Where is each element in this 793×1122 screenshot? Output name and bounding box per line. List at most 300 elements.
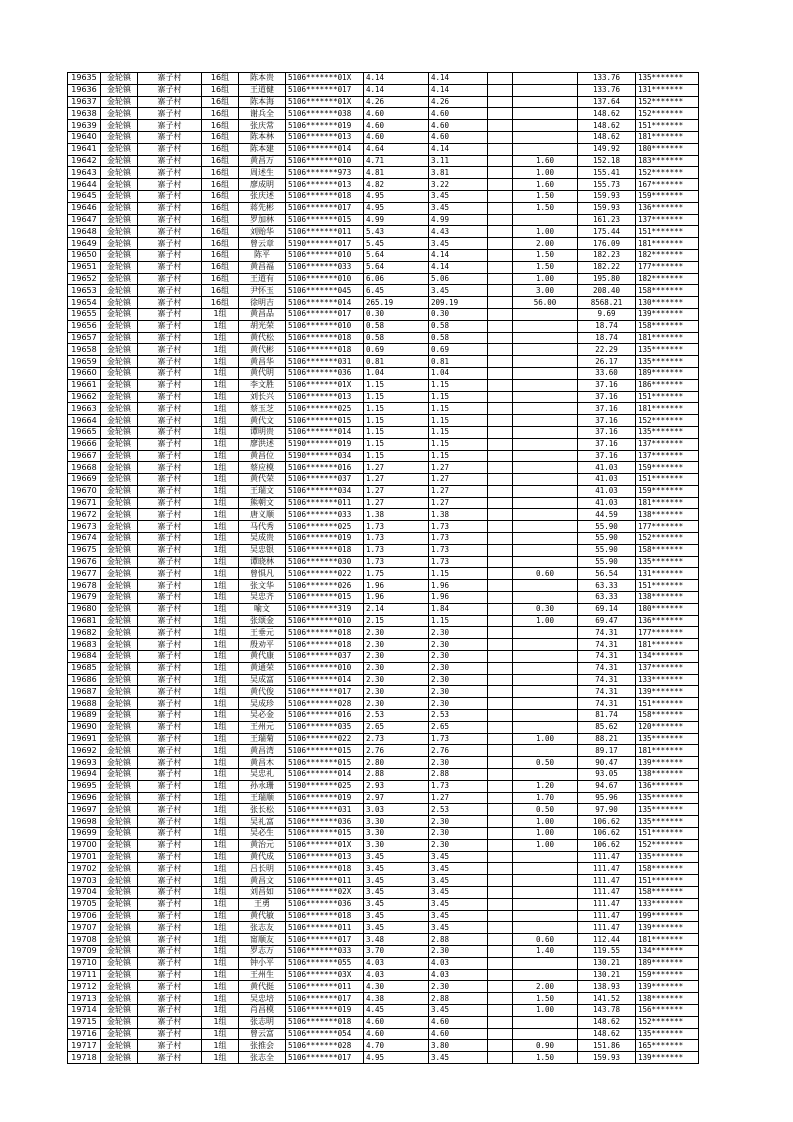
cell-name: 陈平: [239, 249, 286, 261]
cell-group: 1组: [202, 533, 239, 545]
cell-town: 金轮镇: [101, 391, 138, 403]
cell-row-number: 19701: [68, 851, 101, 863]
table-row: [68, 474, 699, 486]
cell-area-b: [488, 131, 513, 143]
cell-area-total: 6.45: [364, 285, 429, 297]
cell-village: 寨子村: [138, 249, 202, 261]
cell-village: 寨子村: [138, 96, 202, 108]
cell-area-a: 3.45: [429, 1052, 488, 1064]
cell-town: 金轮镇: [101, 190, 138, 202]
table-row: [68, 745, 699, 757]
table-row: [68, 875, 699, 887]
cell-phone: 139*******: [636, 757, 699, 769]
cell-id-number: 5106*******019: [286, 533, 364, 545]
cell-area-c: 0.90: [513, 1040, 578, 1052]
cell-area-a: 2.88: [429, 934, 488, 946]
cell-name: 陈本贵: [239, 73, 286, 85]
cell-village: 寨子村: [138, 509, 202, 521]
cell-amount: 74.31: [578, 662, 636, 674]
cell-area-c: [513, 438, 578, 450]
cell-area-b: [488, 367, 513, 379]
cell-village: 寨子村: [138, 721, 202, 733]
cell-group: 1组: [202, 757, 239, 769]
cell-town: 金轮镇: [101, 1052, 138, 1064]
cell-amount: 9.69: [578, 308, 636, 320]
cell-amount: 176.09: [578, 238, 636, 250]
cell-area-b: [488, 945, 513, 957]
cell-group: 1组: [202, 686, 239, 698]
cell-village: 寨子村: [138, 981, 202, 993]
cell-group: 1组: [202, 556, 239, 568]
cell-area-c: 1.60: [513, 155, 578, 167]
cell-row-number: 19681: [68, 615, 101, 627]
cell-amount: 141.52: [578, 993, 636, 1005]
cell-town: 金轮镇: [101, 238, 138, 250]
cell-phone: 152*******: [636, 108, 699, 120]
cell-area-c: [513, 485, 578, 497]
cell-village: 寨子村: [138, 332, 202, 344]
cell-group: 16组: [202, 297, 239, 309]
cell-amount: 182.23: [578, 249, 636, 261]
cell-phone: 131*******: [636, 568, 699, 580]
cell-amount: 159.93: [578, 190, 636, 202]
cell-area-c: 1.20: [513, 780, 578, 792]
cell-id-number: 5106*******010: [286, 320, 364, 332]
cell-area-a: 3.45: [429, 875, 488, 887]
cell-amount: 159.93: [578, 202, 636, 214]
cell-area-total: 3.30: [364, 816, 429, 828]
cell-id-number: 5106*******033: [286, 261, 364, 273]
cell-name: 罗加林: [239, 214, 286, 226]
cell-area-b: [488, 1028, 513, 1040]
cell-area-c: [513, 308, 578, 320]
cell-town: 金轮镇: [101, 851, 138, 863]
cell-village: 寨子村: [138, 568, 202, 580]
cell-amount: 94.67: [578, 780, 636, 792]
cell-town: 金轮镇: [101, 96, 138, 108]
cell-area-b: [488, 1004, 513, 1016]
cell-amount: 111.47: [578, 886, 636, 898]
ledger-body: [68, 73, 699, 1064]
cell-area-a: 3.45: [429, 851, 488, 863]
cell-town: 金轮镇: [101, 297, 138, 309]
table-row: [68, 261, 699, 273]
cell-amount: 130.21: [578, 969, 636, 981]
cell-village: 寨子村: [138, 615, 202, 627]
cell-area-a: 3.45: [429, 922, 488, 934]
cell-id-number: 5106*******010: [286, 249, 364, 261]
cell-amount: 55.90: [578, 544, 636, 556]
table-row: [68, 426, 699, 438]
cell-name: 黄通荣: [239, 662, 286, 674]
cell-area-c: 1.00: [513, 816, 578, 828]
cell-area-b: [488, 698, 513, 710]
cell-row-number: 19665: [68, 426, 101, 438]
cell-town: 金轮镇: [101, 249, 138, 261]
cell-amount: 137.64: [578, 96, 636, 108]
table-row: [68, 167, 699, 179]
cell-name: 吴成富: [239, 674, 286, 686]
cell-area-total: 0.58: [364, 320, 429, 332]
cell-area-c: [513, 450, 578, 462]
cell-phone: 136*******: [636, 780, 699, 792]
cell-group: 16组: [202, 131, 239, 143]
cell-village: 寨子村: [138, 816, 202, 828]
cell-area-a: 2.30: [429, 651, 488, 663]
cell-phone: 180*******: [636, 603, 699, 615]
cell-phone: 181*******: [636, 332, 699, 344]
cell-area-total: 3.45: [364, 875, 429, 887]
cell-area-total: 2.80: [364, 757, 429, 769]
cell-area-c: [513, 108, 578, 120]
cell-group: 1组: [202, 497, 239, 509]
cell-area-c: 1.50: [513, 190, 578, 202]
cell-area-b: [488, 438, 513, 450]
cell-group: 16组: [202, 155, 239, 167]
cell-phone: 186*******: [636, 379, 699, 391]
cell-area-c: [513, 73, 578, 85]
cell-name: 王州生: [239, 969, 286, 981]
cell-village: 寨子村: [138, 934, 202, 946]
ledger-table: [67, 72, 699, 1064]
cell-village: 寨子村: [138, 686, 202, 698]
cell-area-a: 4.60: [429, 1028, 488, 1040]
cell-town: 金轮镇: [101, 804, 138, 816]
cell-id-number: 5106*******319: [286, 603, 364, 615]
cell-phone: 152*******: [636, 96, 699, 108]
cell-town: 金轮镇: [101, 202, 138, 214]
cell-area-total: 4.99: [364, 214, 429, 226]
cell-area-total: 4.71: [364, 155, 429, 167]
cell-amount: 133.76: [578, 84, 636, 96]
cell-row-number: 19658: [68, 344, 101, 356]
table-row: [68, 792, 699, 804]
table-row: [68, 816, 699, 828]
cell-id-number: 5106*******01X: [286, 96, 364, 108]
cell-area-total: 3.45: [364, 886, 429, 898]
table-row: [68, 757, 699, 769]
cell-group: 1组: [202, 922, 239, 934]
cell-area-a: 0.58: [429, 320, 488, 332]
cell-name: 刘长兴: [239, 391, 286, 403]
cell-id-number: 5106*******010: [286, 662, 364, 674]
cell-row-number: 19639: [68, 120, 101, 132]
cell-id-number: 5106*******02X: [286, 886, 364, 898]
cell-row-number: 19641: [68, 143, 101, 155]
cell-area-c: [513, 143, 578, 155]
cell-village: 寨子村: [138, 804, 202, 816]
cell-id-number: 5106*******022: [286, 568, 364, 580]
cell-village: 寨子村: [138, 320, 202, 332]
cell-area-total: 0.69: [364, 344, 429, 356]
cell-id-number: 5106*******019: [286, 792, 364, 804]
cell-town: 金轮镇: [101, 875, 138, 887]
table-row: [68, 686, 699, 698]
cell-group: 16组: [202, 108, 239, 120]
cell-village: 寨子村: [138, 627, 202, 639]
cell-group: 1组: [202, 993, 239, 1005]
cell-area-c: [513, 886, 578, 898]
cell-area-total: 1.15: [364, 450, 429, 462]
cell-area-total: 6.06: [364, 273, 429, 285]
cell-phone: 138*******: [636, 769, 699, 781]
cell-village: 寨子村: [138, 898, 202, 910]
cell-phone: 133*******: [636, 898, 699, 910]
table-row: [68, 851, 699, 863]
cell-amount: 130.21: [578, 957, 636, 969]
cell-id-number: 5106*******011: [286, 497, 364, 509]
cell-town: 金轮镇: [101, 898, 138, 910]
cell-area-total: 2.88: [364, 769, 429, 781]
cell-group: 1组: [202, 934, 239, 946]
cell-group: 16组: [202, 96, 239, 108]
cell-name: 吴忠礼: [239, 769, 286, 781]
cell-area-total: 4.60: [364, 108, 429, 120]
cell-area-b: [488, 167, 513, 179]
table-row: [68, 533, 699, 545]
cell-amount: 37.16: [578, 391, 636, 403]
cell-id-number: 5106*******973: [286, 167, 364, 179]
cell-name: 陈本林: [239, 131, 286, 143]
cell-area-b: [488, 533, 513, 545]
cell-area-b: [488, 415, 513, 427]
cell-id-number: 5106*******016: [286, 710, 364, 722]
cell-town: 金轮镇: [101, 592, 138, 604]
cell-village: 寨子村: [138, 910, 202, 922]
cell-phone: 137*******: [636, 662, 699, 674]
cell-name: 张文华: [239, 580, 286, 592]
cell-area-total: 4.30: [364, 981, 429, 993]
cell-id-number: 5106*******018: [286, 332, 364, 344]
cell-row-number: 19643: [68, 167, 101, 179]
cell-phone: 177*******: [636, 261, 699, 273]
cell-town: 金轮镇: [101, 922, 138, 934]
cell-village: 寨子村: [138, 308, 202, 320]
cell-name: 吴礼富: [239, 816, 286, 828]
cell-village: 寨子村: [138, 1004, 202, 1016]
cell-phone: 158*******: [636, 886, 699, 898]
cell-amount: 69.14: [578, 603, 636, 615]
cell-town: 金轮镇: [101, 356, 138, 368]
table-row: [68, 308, 699, 320]
cell-group: 1组: [202, 969, 239, 981]
cell-area-a: 1.38: [429, 509, 488, 521]
cell-phone: 134*******: [636, 945, 699, 957]
cell-id-number: 5106*******011: [286, 226, 364, 238]
cell-area-total: 5.64: [364, 249, 429, 261]
cell-amount: 97.90: [578, 804, 636, 816]
cell-area-total: 1.15: [364, 438, 429, 450]
cell-amount: 44.59: [578, 509, 636, 521]
cell-area-total: 2.30: [364, 639, 429, 651]
cell-amount: 148.62: [578, 1016, 636, 1028]
cell-id-number: 5106*******045: [286, 285, 364, 297]
cell-area-a: 1.27: [429, 497, 488, 509]
cell-town: 金轮镇: [101, 379, 138, 391]
cell-group: 16组: [202, 73, 239, 85]
cell-row-number: 19659: [68, 356, 101, 368]
cell-area-a: 5.06: [429, 273, 488, 285]
cell-area-total: 2.30: [364, 651, 429, 663]
cell-group: 1组: [202, 804, 239, 816]
cell-area-c: [513, 863, 578, 875]
cell-area-a: 3.45: [429, 910, 488, 922]
cell-name: 黄昌湾: [239, 745, 286, 757]
cell-group: 1组: [202, 769, 239, 781]
cell-area-total: 4.60: [364, 1028, 429, 1040]
cell-name: 张颂金: [239, 615, 286, 627]
cell-name: 黄代荣: [239, 474, 286, 486]
cell-phone: 156*******: [636, 1004, 699, 1016]
cell-group: 1组: [202, 1004, 239, 1016]
cell-town: 金轮镇: [101, 155, 138, 167]
cell-name: 廖洪述: [239, 438, 286, 450]
cell-amount: 37.16: [578, 415, 636, 427]
table-row: [68, 238, 699, 250]
cell-phone: 151*******: [636, 828, 699, 840]
cell-amount: 93.05: [578, 769, 636, 781]
cell-id-number: 5106*******018: [286, 190, 364, 202]
cell-town: 金轮镇: [101, 710, 138, 722]
cell-group: 1组: [202, 1016, 239, 1028]
cell-area-a: 2.30: [429, 662, 488, 674]
table-row: [68, 285, 699, 297]
cell-name: 黄昌福: [239, 261, 286, 273]
cell-area-total: 3.45: [364, 851, 429, 863]
cell-area-b: [488, 780, 513, 792]
table-row: [68, 580, 699, 592]
cell-area-b: [488, 108, 513, 120]
cell-area-total: 1.15: [364, 426, 429, 438]
cell-name: 李文胜: [239, 379, 286, 391]
cell-row-number: 19667: [68, 450, 101, 462]
cell-phone: 158*******: [636, 544, 699, 556]
cell-name: 徐明吉: [239, 297, 286, 309]
cell-phone: 138*******: [636, 993, 699, 1005]
cell-area-total: 3.45: [364, 898, 429, 910]
cell-village: 寨子村: [138, 662, 202, 674]
cell-id-number: 5106*******018: [286, 344, 364, 356]
cell-area-a: 3.45: [429, 190, 488, 202]
cell-name: 殷劝平: [239, 639, 286, 651]
cell-area-a: 1.27: [429, 474, 488, 486]
cell-amount: 8568.21: [578, 297, 636, 309]
cell-village: 寨子村: [138, 462, 202, 474]
cell-row-number: 19673: [68, 521, 101, 533]
cell-amount: 41.03: [578, 462, 636, 474]
table-row: [68, 981, 699, 993]
cell-id-number: 5106*******014: [286, 297, 364, 309]
cell-area-a: 2.53: [429, 804, 488, 816]
cell-area-a: 4.43: [429, 226, 488, 238]
cell-area-b: [488, 957, 513, 969]
cell-area-b: [488, 143, 513, 155]
cell-area-b: [488, 875, 513, 887]
cell-amount: 138.93: [578, 981, 636, 993]
cell-group: 1组: [202, 816, 239, 828]
cell-name: 周述生: [239, 167, 286, 179]
cell-area-total: 3.30: [364, 839, 429, 851]
cell-town: 金轮镇: [101, 285, 138, 297]
cell-group: 16组: [202, 261, 239, 273]
cell-area-b: [488, 898, 513, 910]
cell-phone: 135*******: [636, 426, 699, 438]
cell-area-total: 4.03: [364, 969, 429, 981]
cell-town: 金轮镇: [101, 816, 138, 828]
cell-id-number: 5190*******019: [286, 438, 364, 450]
cell-row-number: 19695: [68, 780, 101, 792]
cell-area-c: [513, 580, 578, 592]
cell-area-total: 3.48: [364, 934, 429, 946]
cell-name: 孙永珊: [239, 780, 286, 792]
cell-area-total: 1.73: [364, 544, 429, 556]
cell-area-a: 3.81: [429, 167, 488, 179]
cell-village: 寨子村: [138, 1016, 202, 1028]
cell-phone: 139*******: [636, 981, 699, 993]
cell-group: 1组: [202, 580, 239, 592]
cell-row-number: 19672: [68, 509, 101, 521]
cell-area-c: 1.50: [513, 1052, 578, 1064]
cell-area-c: [513, 474, 578, 486]
cell-row-number: 19638: [68, 108, 101, 120]
cell-area-b: [488, 580, 513, 592]
cell-area-c: 1.00: [513, 226, 578, 238]
cell-area-total: 1.96: [364, 592, 429, 604]
cell-amount: 41.03: [578, 497, 636, 509]
cell-village: 寨子村: [138, 792, 202, 804]
cell-group: 1组: [202, 957, 239, 969]
cell-name: 曾云章: [239, 238, 286, 250]
cell-area-b: [488, 556, 513, 568]
cell-town: 金轮镇: [101, 780, 138, 792]
cell-area-a: 3.22: [429, 179, 488, 191]
table-row: [68, 332, 699, 344]
cell-area-a: 2.30: [429, 839, 488, 851]
cell-area-b: [488, 202, 513, 214]
cell-town: 金轮镇: [101, 273, 138, 285]
cell-phone: 151*******: [636, 698, 699, 710]
cell-id-number: 5106*******017: [286, 993, 364, 1005]
cell-phone: 135*******: [636, 73, 699, 85]
cell-town: 金轮镇: [101, 863, 138, 875]
cell-row-number: 19671: [68, 497, 101, 509]
cell-area-b: [488, 1016, 513, 1028]
table-row: [68, 674, 699, 686]
cell-area-b: [488, 462, 513, 474]
cell-village: 寨子村: [138, 993, 202, 1005]
table-row: [68, 1028, 699, 1040]
cell-village: 寨子村: [138, 1040, 202, 1052]
cell-group: 1组: [202, 615, 239, 627]
cell-group: 1组: [202, 1028, 239, 1040]
cell-amount: 56.54: [578, 568, 636, 580]
cell-amount: 95.96: [578, 792, 636, 804]
cell-name: 蔡玉芝: [239, 403, 286, 415]
cell-phone: 151*******: [636, 580, 699, 592]
table-row: [68, 710, 699, 722]
cell-village: 寨子村: [138, 367, 202, 379]
cell-town: 金轮镇: [101, 969, 138, 981]
ledger-sheet: [67, 72, 699, 1064]
cell-area-total: 1.27: [364, 474, 429, 486]
cell-town: 金轮镇: [101, 792, 138, 804]
cell-area-b: [488, 922, 513, 934]
cell-town: 金轮镇: [101, 462, 138, 474]
cell-area-a: 2.30: [429, 639, 488, 651]
cell-area-b: [488, 344, 513, 356]
cell-group: 1组: [202, 592, 239, 604]
cell-town: 金轮镇: [101, 1040, 138, 1052]
